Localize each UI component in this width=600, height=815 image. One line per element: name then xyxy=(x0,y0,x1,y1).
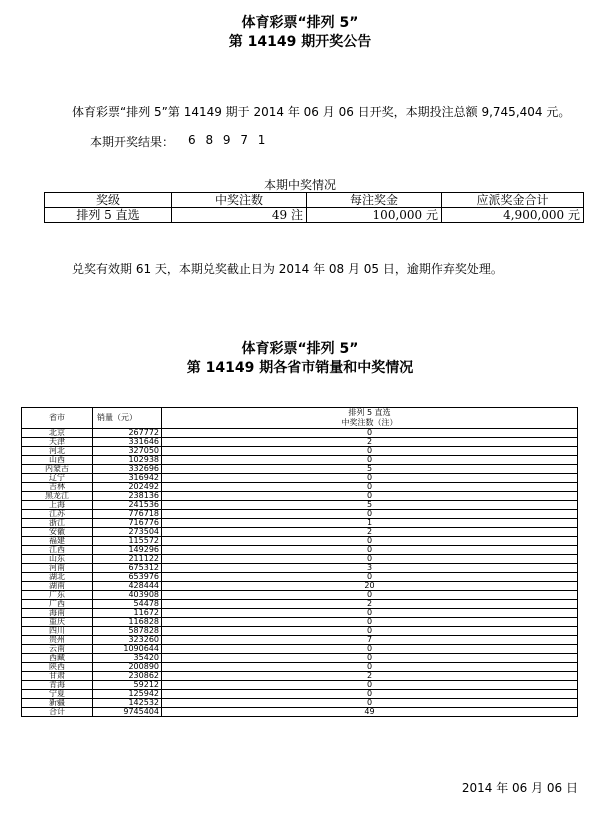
header-province: 省市 xyxy=(22,408,93,429)
sales-cell: 675312 xyxy=(93,564,162,573)
direct-winners-cell: 0 xyxy=(162,447,578,456)
direct-winners-cell: 0 xyxy=(162,591,578,600)
direct-winners-cell: 0 xyxy=(162,573,578,582)
table-row xyxy=(22,627,578,636)
province-cell: 西藏 xyxy=(22,654,93,663)
province-table-header xyxy=(22,408,578,429)
table-row xyxy=(22,483,578,492)
winning-count-cell: 49 注 xyxy=(172,208,307,223)
header-sales: 销量（元） xyxy=(93,408,162,429)
direct-winners-cell: 1 xyxy=(162,519,578,528)
sales-cell: 331646 xyxy=(93,438,162,447)
table-row xyxy=(22,474,578,483)
table-row xyxy=(22,510,578,519)
sales-cell: 11672 xyxy=(93,609,162,618)
prize-level-cell: 排列 5 直选 xyxy=(45,208,172,223)
direct-winners-cell: 0 xyxy=(162,690,578,699)
province-cell: 四川 xyxy=(22,627,93,636)
direct-winners-cell: 0 xyxy=(162,429,578,438)
header-prize-per-ticket: 每注奖金 xyxy=(307,193,442,208)
province-cell: 上海 xyxy=(22,501,93,510)
sales-cell: 230862 xyxy=(93,672,162,681)
province-cell: 云南 xyxy=(22,645,93,654)
prize-table-header xyxy=(45,193,584,208)
sales-cell: 653976 xyxy=(93,573,162,582)
province-cell: 广东 xyxy=(22,591,93,600)
sales-cell: 267772 xyxy=(93,429,162,438)
table-row xyxy=(22,690,578,699)
sales-cell: 115572 xyxy=(93,537,162,546)
direct-winners-cell: 3 xyxy=(162,564,578,573)
table-row xyxy=(22,546,578,555)
sales-cell: 211122 xyxy=(93,555,162,564)
province-cell: 吉林 xyxy=(22,483,93,492)
table-row xyxy=(22,618,578,627)
direct-winners-cell: 0 xyxy=(162,627,578,636)
prize-table-caption: 本期中奖情况 xyxy=(263,178,336,192)
sales-cell: 125942 xyxy=(93,690,162,699)
direct-winners-cell: 0 xyxy=(162,555,578,564)
sales-cell: 327050 xyxy=(93,447,162,456)
direct-winners-cell: 0 xyxy=(162,483,578,492)
table-row xyxy=(22,663,578,672)
header-winning-count: 中奖注数 xyxy=(172,193,307,208)
table-row xyxy=(22,654,578,663)
province-cell: 青海 xyxy=(22,681,93,690)
direct-winners-cell: 0 xyxy=(162,663,578,672)
province-cell: 陕西 xyxy=(22,663,93,672)
sales-cell: 200890 xyxy=(93,663,162,672)
province-cell: 辽宁 xyxy=(22,474,93,483)
direct-winners-cell: 20 xyxy=(162,582,578,591)
header-total-payout: 应派奖金合计 xyxy=(442,193,584,208)
province-cell: 内蒙古 xyxy=(22,465,93,474)
prize-per-ticket-cell: 100,000 元 xyxy=(307,208,442,223)
province-cell: 合计 xyxy=(22,708,93,717)
table-row xyxy=(22,492,578,501)
direct-winners-cell: 0 xyxy=(162,537,578,546)
table-row xyxy=(22,681,578,690)
table-row xyxy=(22,438,578,447)
announcement-title: 体育彩票“排列 5” xyxy=(241,15,359,31)
header-winning-count-label: 中奖注数（注） xyxy=(341,418,398,427)
direct-winners-cell: 0 xyxy=(162,618,578,627)
table-row xyxy=(22,465,578,474)
province-cell: 河北 xyxy=(22,447,93,456)
sales-cell: 241536 xyxy=(93,501,162,510)
province-cell: 山西 xyxy=(22,456,93,465)
province-cell: 贵州 xyxy=(22,636,93,645)
summary-text: 体育彩票“排列 5”第 14149 期于 2014 年 06 月 06 日开奖，本期投注总额 9,745,404 元。 xyxy=(72,105,571,119)
table-row xyxy=(22,519,578,528)
sales-cell: 202492 xyxy=(93,483,162,492)
sales-cell: 273504 xyxy=(93,528,162,537)
direct-winners-cell: 5 xyxy=(162,465,578,474)
province-cell: 重庆 xyxy=(22,618,93,627)
table-row xyxy=(22,708,578,717)
prize-table xyxy=(44,192,584,223)
table-row xyxy=(22,573,578,582)
result-numbers: 6 8 9 7 1 xyxy=(188,133,269,147)
sales-cell: 323260 xyxy=(93,636,162,645)
table-row xyxy=(22,564,578,573)
sales-cell: 116828 xyxy=(93,618,162,627)
table-row xyxy=(22,591,578,600)
province-cell: 广西 xyxy=(22,600,93,609)
direct-winners-cell: 0 xyxy=(162,492,578,501)
sales-cell: 102938 xyxy=(93,456,162,465)
sales-cell: 1090644 xyxy=(93,645,162,654)
direct-winners-cell: 2 xyxy=(162,528,578,537)
table-row xyxy=(22,636,578,645)
sales-cell: 142532 xyxy=(93,699,162,708)
sales-cell: 403908 xyxy=(93,591,162,600)
province-cell: 江西 xyxy=(22,546,93,555)
direct-winners-cell: 0 xyxy=(162,645,578,654)
footer-date: 2014 年 06 月 06 日 xyxy=(461,781,578,795)
sales-cell: 59212 xyxy=(93,681,162,690)
sales-cell: 587828 xyxy=(93,627,162,636)
province-cell: 湖北 xyxy=(22,573,93,582)
table-row xyxy=(22,447,578,456)
direct-winners-cell: 49 xyxy=(162,708,578,717)
table-row xyxy=(22,555,578,564)
direct-winners-cell: 5 xyxy=(162,501,578,510)
province-section-title: 体育彩票“排列 5” xyxy=(241,341,359,357)
sales-cell: 716776 xyxy=(93,519,162,528)
province-cell: 海南 xyxy=(22,609,93,618)
direct-winners-cell: 0 xyxy=(162,654,578,663)
table-row xyxy=(22,645,578,654)
table-row xyxy=(22,672,578,681)
header-prize-level: 奖级 xyxy=(45,193,172,208)
province-cell: 福建 xyxy=(22,537,93,546)
result-label: 本期开奖结果： xyxy=(90,135,175,149)
province-section-subtitle: 第 14149 期各省市销量和中奖情况 xyxy=(186,360,414,376)
province-cell: 湖南 xyxy=(22,582,93,591)
province-cell: 山东 xyxy=(22,555,93,564)
direct-winners-cell: 2 xyxy=(162,438,578,447)
claim-notice: 兑奖有效期 61 天，本期兑奖截止日为 2014 年 08 月 05 日，逾期作弃奖处理。 xyxy=(72,262,503,276)
table-row xyxy=(22,429,578,438)
province-cell: 安徽 xyxy=(22,528,93,537)
direct-winners-cell: 2 xyxy=(162,672,578,681)
direct-winners-cell: 7 xyxy=(162,636,578,645)
prize-table-row xyxy=(45,208,584,223)
table-row xyxy=(22,609,578,618)
table-row xyxy=(22,600,578,609)
sales-cell: 149296 xyxy=(93,546,162,555)
province-cell: 北京 xyxy=(22,429,93,438)
province-cell: 河南 xyxy=(22,564,93,573)
sales-cell: 238136 xyxy=(93,492,162,501)
sales-cell: 316942 xyxy=(93,474,162,483)
direct-winners-cell: 0 xyxy=(162,474,578,483)
table-row xyxy=(22,699,578,708)
table-row xyxy=(22,582,578,591)
header-direct-label: 排列 5 直选 xyxy=(348,408,391,417)
direct-winners-cell: 0 xyxy=(162,510,578,519)
direct-winners-cell: 0 xyxy=(162,456,578,465)
header-direct-winners xyxy=(162,408,578,429)
announcement-subtitle: 第 14149 期开奖公告 xyxy=(228,34,372,50)
direct-winners-cell: 0 xyxy=(162,609,578,618)
province-cell: 黑龙江 xyxy=(22,492,93,501)
sales-cell: 54478 xyxy=(93,600,162,609)
table-row xyxy=(22,501,578,510)
province-cell: 江苏 xyxy=(22,510,93,519)
province-cell: 天津 xyxy=(22,438,93,447)
direct-winners-cell: 0 xyxy=(162,681,578,690)
province-cell: 浙江 xyxy=(22,519,93,528)
province-table xyxy=(21,407,578,717)
table-row xyxy=(22,528,578,537)
province-cell: 宁夏 xyxy=(22,690,93,699)
total-payout-cell: 4,900,000 元 xyxy=(442,208,584,223)
sales-cell: 35420 xyxy=(93,654,162,663)
province-cell: 甘肃 xyxy=(22,672,93,681)
direct-winners-cell: 0 xyxy=(162,699,578,708)
direct-winners-cell: 2 xyxy=(162,600,578,609)
sales-cell: 332696 xyxy=(93,465,162,474)
province-cell: 新疆 xyxy=(22,699,93,708)
table-row xyxy=(22,456,578,465)
sales-cell: 428444 xyxy=(93,582,162,591)
table-row xyxy=(22,537,578,546)
direct-winners-cell: 0 xyxy=(162,546,578,555)
sales-cell: 776718 xyxy=(93,510,162,519)
sales-cell: 9745404 xyxy=(93,708,162,717)
